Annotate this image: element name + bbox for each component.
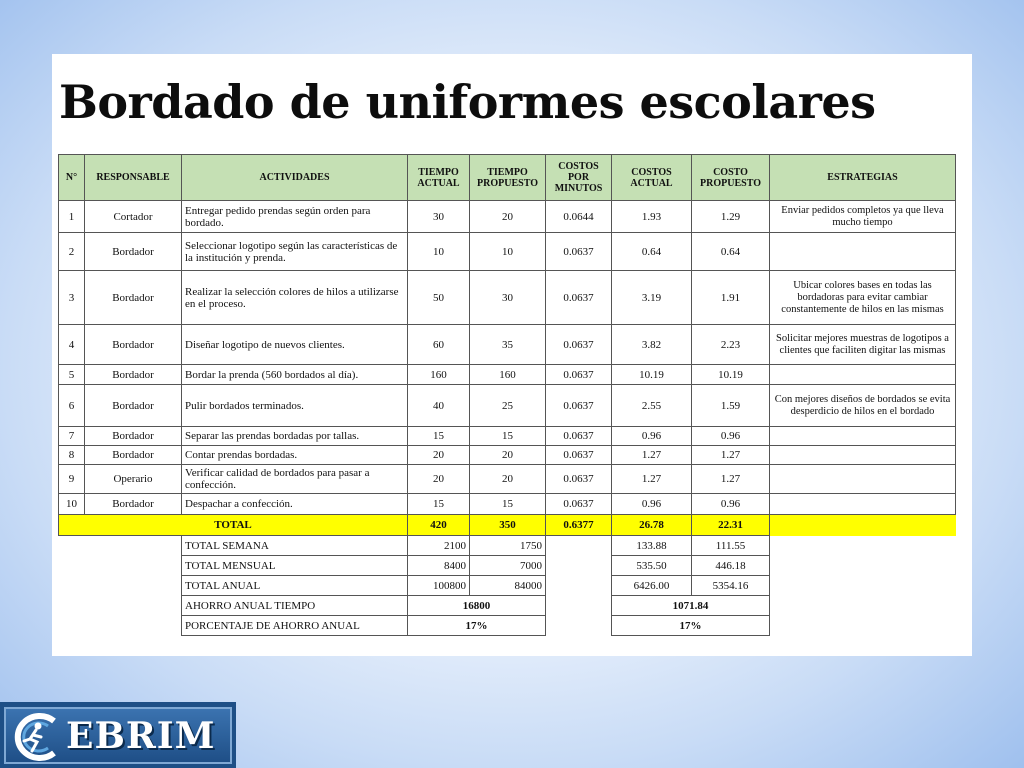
row-tiempo-propuesto: 15 [470,494,546,515]
row-costo-propuesto: 2.23 [692,325,770,365]
row-number: 7 [59,427,85,446]
summary-label: TOTAL ANUAL [182,576,408,596]
ahorro-tiempo-label: AHORRO ANUAL TIEMPO [182,596,408,616]
row-tiempo-actual: 160 [408,365,470,385]
table-row [59,365,956,385]
row-costo-minuto: 0.0637 [546,385,612,427]
row-number: 1 [59,201,85,233]
row-tiempo-propuesto: 20 [470,465,546,494]
summary-tiempo-propuesto: 7000 [470,556,546,576]
row-costo-actual: 1.93 [612,201,692,233]
row-number: 6 [59,385,85,427]
row-estrategia: Con mejores diseños de bordados se evita desperdicio de hilos en el bordado [770,385,956,427]
row-tiempo-propuesto: 20 [470,446,546,465]
row-responsable: Operario [85,465,182,494]
summary-blank [59,616,182,636]
summary-blank-end [770,596,956,616]
ahorro-porcentaje-label: PORCENTAJE DE AHORRO ANUAL [182,616,408,636]
summary-row [59,536,956,556]
row-tiempo-actual: 10 [408,233,470,271]
row-actividad: Separar las prendas bordadas por tallas. [182,427,408,446]
row-costo-minuto: 0.0637 [546,325,612,365]
row-tiempo-actual: 50 [408,271,470,325]
row-estrategia [770,494,956,515]
row-costo-minuto: 0.0637 [546,465,612,494]
row-estrategia: Solicitar mejores muestras de logotipos a clientes que faciliten digitar las mismas [770,325,956,365]
row-tiempo-actual: 20 [408,446,470,465]
row-actividad: Pulir bordados terminados. [182,385,408,427]
row-costo-minuto: 0.0637 [546,365,612,385]
table-row [59,201,956,233]
row-actividad: Seleccionar logotipo según las características de la institución y prenda. [182,233,408,271]
total-tiempo-actual: 420 [408,515,470,536]
row-costo-propuesto: 10.19 [692,365,770,385]
row-tiempo-actual: 20 [408,465,470,494]
total-costo-minuto: 0.6377 [546,515,612,536]
row-costo-actual: 1.27 [612,446,692,465]
total-costo-actual: 26.78 [612,515,692,536]
total-label: TOTAL [59,515,408,536]
header-tiempo-actual: TIEMPO ACTUAL [408,155,470,201]
row-tiempo-actual: 15 [408,427,470,446]
row-tiempo-propuesto: 35 [470,325,546,365]
ahorro-tiempo-row [59,596,956,616]
ahorro-porcentaje-cost: 17% [612,616,770,636]
summary-costo-actual: 6426.00 [612,576,692,596]
table-header-row [59,155,956,201]
row-tiempo-actual: 40 [408,385,470,427]
row-number: 8 [59,446,85,465]
slide-panel [52,54,972,656]
row-actividad: Entregar pedido prendas según orden para bordado. [182,201,408,233]
row-costo-minuto: 0.0637 [546,446,612,465]
row-costo-minuto: 0.0637 [546,271,612,325]
summary-gap [546,536,612,556]
summary-blank-end [770,576,956,596]
row-actividad: Bordar la prenda (560 bordados al día). [182,365,408,385]
total-costo-propuesto: 22.31 [692,515,770,536]
row-responsable: Bordador [85,446,182,465]
row-actividad: Realizar la selección colores de hilos a utilizarse en el proceso. [182,271,408,325]
summary-blank-end [770,556,956,576]
row-tiempo-actual: 15 [408,494,470,515]
row-number: 9 [59,465,85,494]
row-responsable: Bordador [85,271,182,325]
row-responsable: Bordador [85,427,182,446]
header-n: N° [59,155,85,201]
summary-row [59,576,956,596]
row-tiempo-actual: 30 [408,201,470,233]
summary-blank [59,536,182,556]
header-tiempo-propuesto: TIEMPO PROPUESTO [470,155,546,201]
table-row [59,325,956,365]
row-costo-actual: 3.19 [612,271,692,325]
row-costo-actual: 10.19 [612,365,692,385]
row-tiempo-propuesto: 15 [470,427,546,446]
table-row [59,446,956,465]
header-costo-propuesto: COSTO PROPUESTO [692,155,770,201]
table-row [59,271,956,325]
ahorro-tiempo-cost: 1071.84 [612,596,770,616]
row-responsable: Bordador [85,365,182,385]
table-row [59,427,956,446]
row-estrategia: Ubicar colores bases en todas las bordadoras para evitar cambiar constantemente de hilos en las mismas [770,271,956,325]
row-costo-actual: 0.96 [612,427,692,446]
company-logo [0,702,236,768]
row-costo-actual: 1.27 [612,465,692,494]
summary-tiempo-actual: 2100 [408,536,470,556]
logo-frame [4,707,232,764]
table-row [59,233,956,271]
summary-costo-propuesto: 446.18 [692,556,770,576]
row-costo-actual: 0.64 [612,233,692,271]
row-costo-minuto: 0.0637 [546,427,612,446]
summary-blank-end [770,616,956,636]
activities-table [58,154,956,636]
ahorro-tiempo-time: 16800 [408,596,546,616]
row-costo-actual: 3.82 [612,325,692,365]
summary-blank [59,556,182,576]
table-row [59,385,956,427]
row-costo-actual: 0.96 [612,494,692,515]
row-costo-minuto: 0.0637 [546,494,612,515]
logo-text: EBRIM [66,715,216,757]
row-estrategia: Enviar pedidos completos ya que lleva mucho tiempo [770,201,956,233]
header-estrategias: ESTRATEGIAS [770,155,956,201]
summary-blank [59,576,182,596]
row-tiempo-propuesto: 160 [470,365,546,385]
row-number: 3 [59,271,85,325]
summary-gap [546,576,612,596]
row-costo-propuesto: 1.27 [692,465,770,494]
row-responsable: Bordador [85,233,182,271]
summary-blank [59,596,182,616]
runner-c-icon [8,712,66,762]
row-responsable: Bordador [85,494,182,515]
total-tiempo-propuesto: 350 [470,515,546,536]
summary-tiempo-propuesto: 1750 [470,536,546,556]
row-costo-propuesto: 1.59 [692,385,770,427]
row-costo-propuesto: 1.29 [692,201,770,233]
table-row [59,494,956,515]
row-costo-propuesto: 0.96 [692,427,770,446]
summary-tiempo-actual: 100800 [408,576,470,596]
row-tiempo-propuesto: 30 [470,271,546,325]
header-costos-por-minutos: COSTOS POR MINUTOS [546,155,612,201]
header-responsable: RESPONSABLE [85,155,182,201]
row-estrategia [770,365,956,385]
row-costo-minuto: 0.0644 [546,201,612,233]
row-actividad: Diseñar logotipo de nuevos clientes. [182,325,408,365]
summary-tiempo-actual: 8400 [408,556,470,576]
row-tiempo-propuesto: 10 [470,233,546,271]
ahorro-porcentaje-row [59,616,956,636]
summary-blank-end [770,536,956,556]
row-tiempo-propuesto: 25 [470,385,546,427]
summary-costo-propuesto: 5354.16 [692,576,770,596]
row-costo-propuesto: 0.64 [692,233,770,271]
header-actividades: ACTIVIDADES [182,155,408,201]
row-costo-propuesto: 1.91 [692,271,770,325]
row-estrategia [770,446,956,465]
summary-gap [546,596,612,616]
row-responsable: Bordador [85,325,182,365]
row-tiempo-propuesto: 20 [470,201,546,233]
row-costo-actual: 2.55 [612,385,692,427]
summary-costo-propuesto: 111.55 [692,536,770,556]
summary-gap [546,616,612,636]
header-costos-actual: COSTOS ACTUAL [612,155,692,201]
row-responsable: Cortador [85,201,182,233]
row-actividad: Contar prendas bordadas. [182,446,408,465]
page-title: Bordado de uniformes escolares [59,75,876,129]
row-actividad: Despachar a confección. [182,494,408,515]
row-number: 10 [59,494,85,515]
row-costo-propuesto: 0.96 [692,494,770,515]
row-tiempo-actual: 60 [408,325,470,365]
row-estrategia [770,233,956,271]
row-actividad: Verificar calidad de bordados para pasar a confección. [182,465,408,494]
row-costo-minuto: 0.0637 [546,233,612,271]
summary-tiempo-propuesto: 84000 [470,576,546,596]
summary-label: TOTAL SEMANA [182,536,408,556]
row-costo-propuesto: 1.27 [692,446,770,465]
summary-gap [546,556,612,576]
row-number: 5 [59,365,85,385]
row-estrategia [770,465,956,494]
summary-costo-actual: 535.50 [612,556,692,576]
table-row [59,465,956,494]
row-number: 4 [59,325,85,365]
total-row [59,515,956,536]
ahorro-porcentaje-time: 17% [408,616,546,636]
summary-label: TOTAL MENSUAL [182,556,408,576]
summary-row [59,556,956,576]
row-estrategia [770,427,956,446]
row-number: 2 [59,233,85,271]
summary-costo-actual: 133.88 [612,536,692,556]
row-responsable: Bordador [85,385,182,427]
total-estrategia-blank [770,515,956,536]
